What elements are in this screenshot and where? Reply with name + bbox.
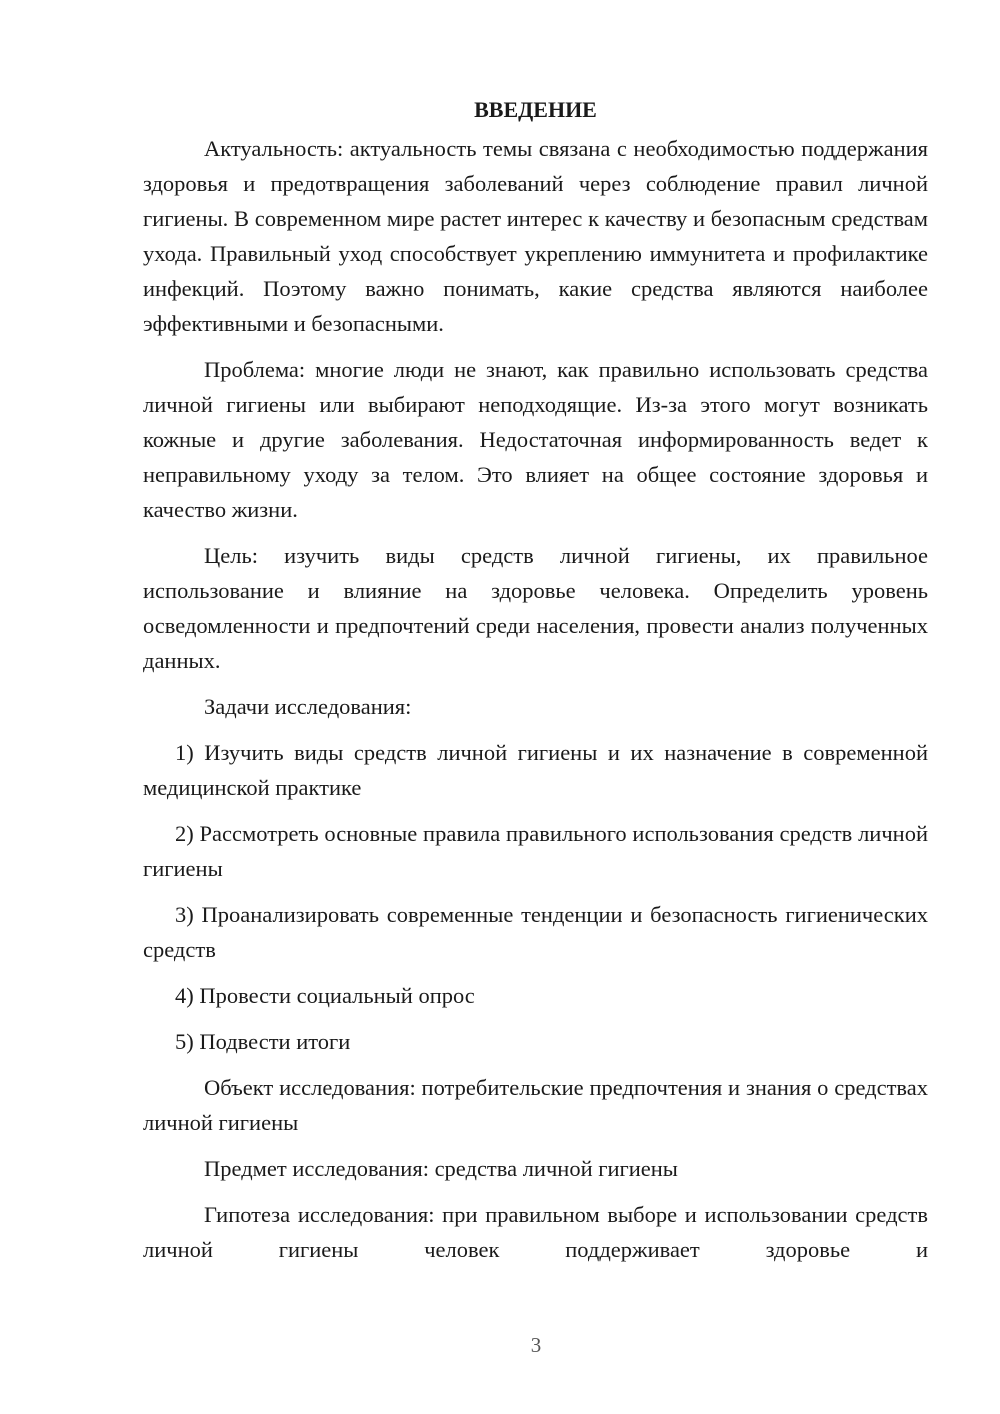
section-title: ВВЕДЕНИЕ bbox=[474, 97, 597, 122]
list-item: 1) Изучить виды средств личной гигиены и их назначение в современной медицинской практике bbox=[143, 740, 928, 800]
paragraph-relevance: Актуальность: актуальность темы связана с необходимостью поддержания здоровья и предотвращения заболеваний через соблюдение правил личной гигиены. В современном мире растет интерес к качеству и безопасным средствам ухода. Правильный уход способствует укреплению иммунитета и профилактике инфекций. Поэтому важно понимать, какие средства являются наиболее эффективными и безопасными. bbox=[143, 136, 928, 336]
paragraph-subject: Предмет исследования: средства личной гигиены bbox=[204, 1156, 678, 1181]
paragraph-goal: Цель: изучить виды средств личной гигиены, их правильное использование и влияние на здоровье человека. Определить уровень осведомленности и предпочтений среди населения, провести анализ полученных данных. bbox=[143, 543, 928, 673]
page-number: 3 bbox=[530, 1333, 542, 1357]
list-item: 2) Рассмотреть основные правила правильного использования средств личной гигиены bbox=[143, 821, 928, 881]
paragraph-object: Объект исследования: потребительские предпочтения и знания о средствах личной гигиены bbox=[143, 1075, 928, 1135]
list-item: 5) Подвести итоги bbox=[175, 1029, 351, 1054]
document-page bbox=[143, 92, 928, 1267]
tasks-list bbox=[143, 735, 928, 1059]
list-item: 3) Проанализировать современные тенденции и безопасность гигиенических средств bbox=[143, 902, 928, 962]
list-item: 4) Провести социальный опрос bbox=[175, 983, 475, 1008]
paragraph-hypothesis: Гипотеза исследования: при правильном выборе и использовании средств личной гигиены человек поддерживает здоровье и bbox=[143, 1202, 928, 1262]
paragraph-problem: Проблема: многие люди не знают, как правильно использовать средства личной гигиены или выбирают неподходящие. Из-за этого могут возникать кожные и другие заболевания. Недостаточная информированность ведет к неправильному уходу за телом. Это влияет на общее состояние здоровья и качество жизни. bbox=[143, 357, 928, 522]
paragraph-tasks-heading: Задачи исследования: bbox=[204, 694, 412, 719]
